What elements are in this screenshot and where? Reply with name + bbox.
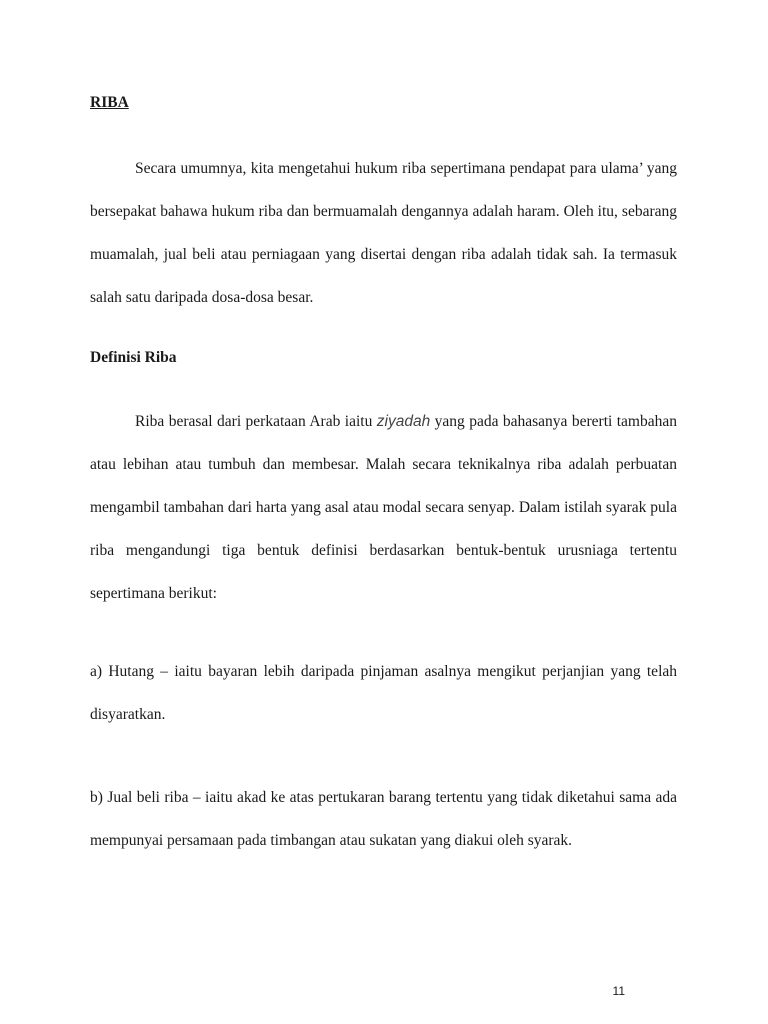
section-title: RIBA [90,94,129,111]
definition-paragraph [90,400,677,615]
subheading-definisi-riba: Definisi Riba [90,349,177,366]
list-item-b: b) Jual beli riba – iaitu akad ke atas pertukaran barang tertentu yang tidak diketahui sama ada mempunyai persamaan pada timbangan atau sukatan yang diakui oleh syarak. [90,789,677,849]
page-number: 11 [612,984,625,998]
list-item-a: a) Hutang – iaitu bayaran lebih daripada pinjaman asalnya mengikut perjanjian yang telah disyaratkan. [90,663,677,723]
definition-text-start: Riba berasal dari perkataan Arab iaitu [135,413,377,430]
arabic-term: ziyadah [376,413,431,430]
definition-text-end: yang pada bahasanya bererti tambahan atau lebihan atau tumbuh dan membesar. Malah secara teknikalnya riba adalah perbuatan mengambil tambahan dari harta yang asal atau modal secara senyap. Dalam istilah syarak pula riba mengandungi tiga bentuk definisi berdasarkan bentuk-bentuk urusniaga tertentu sepertimana berikut: [90,413,677,602]
intro-paragraph: Secara umumnya, kita mengetahui hukum riba sepertimana pendapat para ulama’ yang bersepakat bahawa hukum riba dan bermuamalah dengannya adalah haram. Oleh itu, sebarang muamalah, jual beli atau perniagaan yang disertai dengan riba adalah tidak sah. Ia termasuk salah satu daripada dosa-dosa besar. [90,160,677,306]
